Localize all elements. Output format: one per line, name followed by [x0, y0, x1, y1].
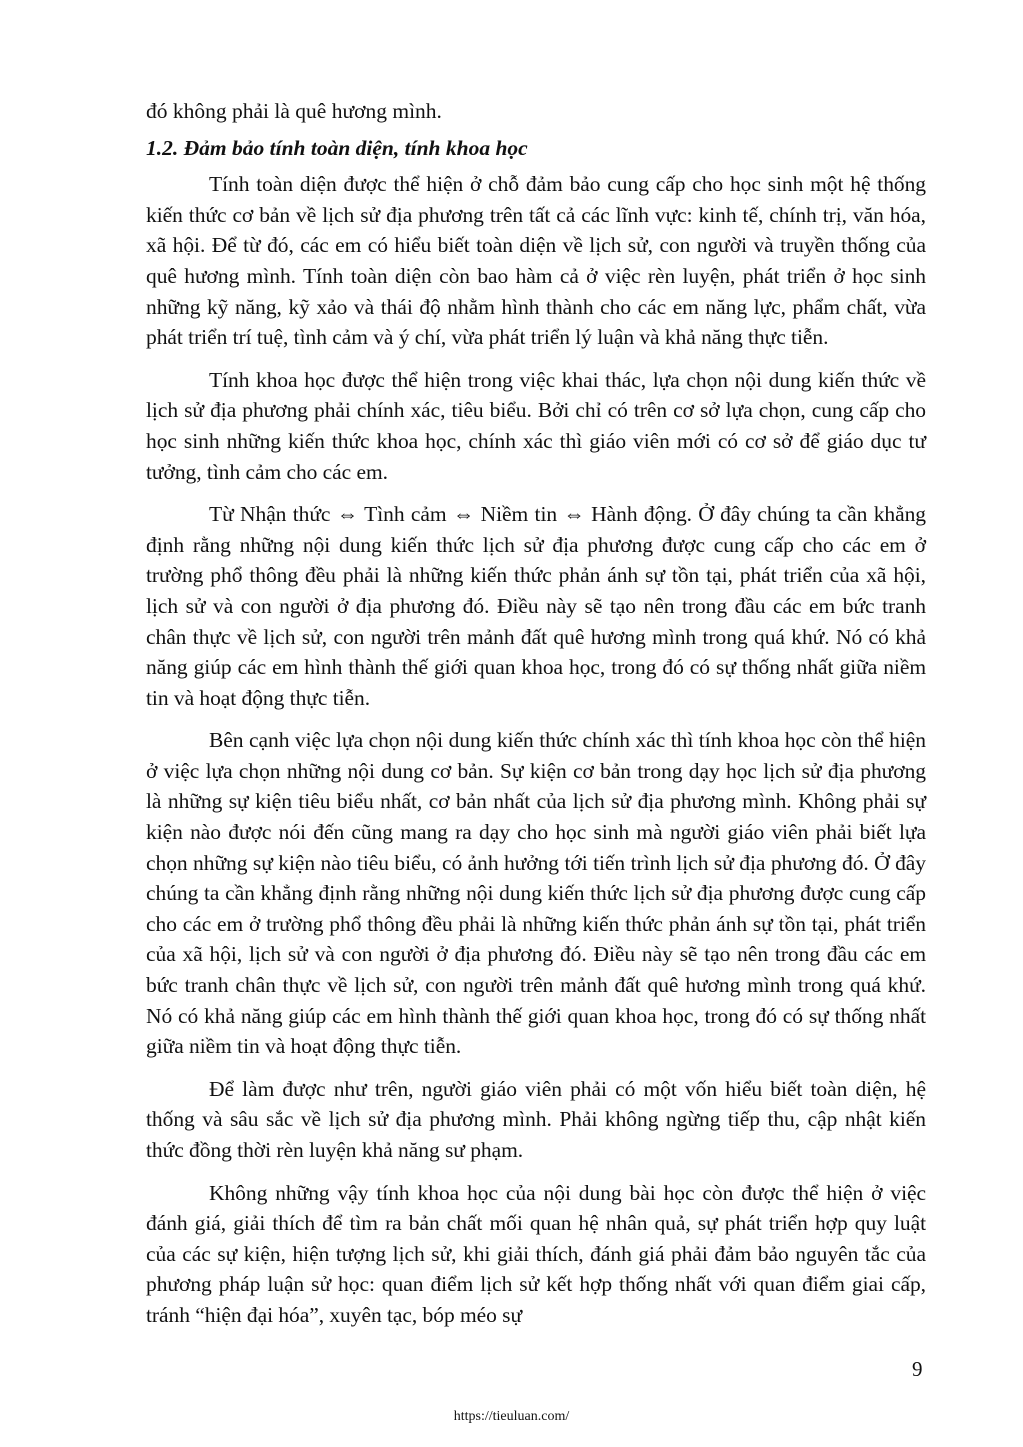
- document-page: [146, 96, 926, 1343]
- page-number: 9: [912, 1357, 923, 1381]
- paragraph-evaluation: Không những vậy tính khoa học của nội dung bài học còn được thể hiện ở việc đánh giá, giải thích để tìm ra bản chất mối quan hệ nhân quả, sự phát triển hợp quy luật của các sự kiện, hiện tượng lịch sử, khi giải thích, đánh giá phải đảm bảo nguyên tắc của phương pháp luận sử học: quan điểm lịch sử kết hợp thống nhất với quan điểm giai cấp, tránh “hiện đại hóa”, xuyên tạc, bóp méo sự: [146, 1180, 926, 1327]
- section-heading: 1.2. Đảm bảo tính toàn diện, tính khoa học: [146, 135, 528, 160]
- paragraph-teacher-knowledge: Để làm được như trên, người giáo viên phải có một vốn hiểu biết toàn diện, hệ thống và sâu sắc về lịch sử địa phương mình. Phải không ngừng tiếp thu, cập nhật kiến thức đồng thời rèn luyện khả năng sư phạm.: [146, 1076, 926, 1162]
- footer-url[interactable]: https://tieuluan.com/: [453, 1409, 570, 1424]
- paragraph-comprehensive: Tính toàn diện được thể hiện ở chỗ đảm bảo cung cấp cho học sinh một hệ thống kiến thức cơ bản về lịch sử địa phương trên tất cả các lĩnh vực: kinh tế, chính trị, văn hóa, xã hội. Để từ đó, các em có hiểu biết toàn diện về lịch sử, con người và truyền thống của quê hương mình. Tính toàn diện còn bao hàm cả ở việc rèn luyện, phát triển ở học sinh những kỹ năng, kỹ xảo và thái độ nhằm hình thành cho các em năng lực, phẩm chất, vừa phát triển trí tuệ, tình cảm và ý chí, vừa phát triển lý luận và khả năng thực tiễn.: [146, 172, 926, 350]
- paragraph-basic-content: Bên cạnh việc lựa chọn nội dung kiến thức chính xác thì tính khoa học còn thể hiện ở việc lựa chọn những nội dung cơ bản. Sự kiện cơ bản trong dạy học lịch sử địa phương là những sự kiện tiêu biểu nhất, cơ bản nhất của lịch sử địa phương mình. Không phải sự kiện nào được nói đến cũng mang ra dạy cho học sinh mà người giáo viên phải biết lựa chọn những sự kiện nào tiêu biểu, có ảnh hưởng tới tiến trình lịch sử địa phương đó. Ở đây chúng ta cần khẳng định rằng những nội dung kiến thức lịch sử địa phương được cung cấp cho các em ở trường phổ thông đều phải là những kiến thức phản ánh sự tồn tại, phát triển của xã hội, lịch sử và con người ở địa phương đó. Điều này sẽ tạo nên trong đầu các em bức tranh chân thực về lịch sử, con người trên mảnh đất quê hương mình trong quá khứ. Nó có khả năng giúp các em hình thành thế giới quan khoa học, trong đó có sự thống nhất giữa niềm tin và hoạt động thực tiễn.: [146, 728, 926, 1059]
- paragraph-scientific: Tính khoa học được thể hiện trong việc khai thác, lựa chọn nội dung kiến thức về lịch sử địa phương phải chính xác, tiêu biểu. Bởi chỉ có trên cơ sở lựa chọn, cung cấp cho học sinh những kiến thức khoa học, chính xác thì giáo viên mới có cơ sở để giáo dục tư tưởng, tình cảm cho các em.: [146, 367, 926, 484]
- paragraph-cognition-chain: Từ Nhận thức ⇔ Tình cảm ⇔ Niềm tin ⇔ Hành động. Ở đây chúng ta cần khẳng định rằng những nội dung kiến thức lịch sử địa phương được cung cấp cho các em ở trường phổ thông đều phải là những kiến thức phản ánh sự tồn tại, phát triển của xã hội, lịch sử và con người ở địa phương đó. Điều này sẽ tạo nên trong đầu các em bức tranh chân thực về lịch sử, con người trên mảnh đất quê hương mình trong quá khứ. Nó có khả năng giúp các em hình thành thế giới quan khoa học, trong đó có sự thống nhất giữa niềm tin và hoạt động thực tiễn.: [146, 502, 926, 710]
- carryover-line: đó không phải là quê hương mình.: [146, 99, 442, 123]
